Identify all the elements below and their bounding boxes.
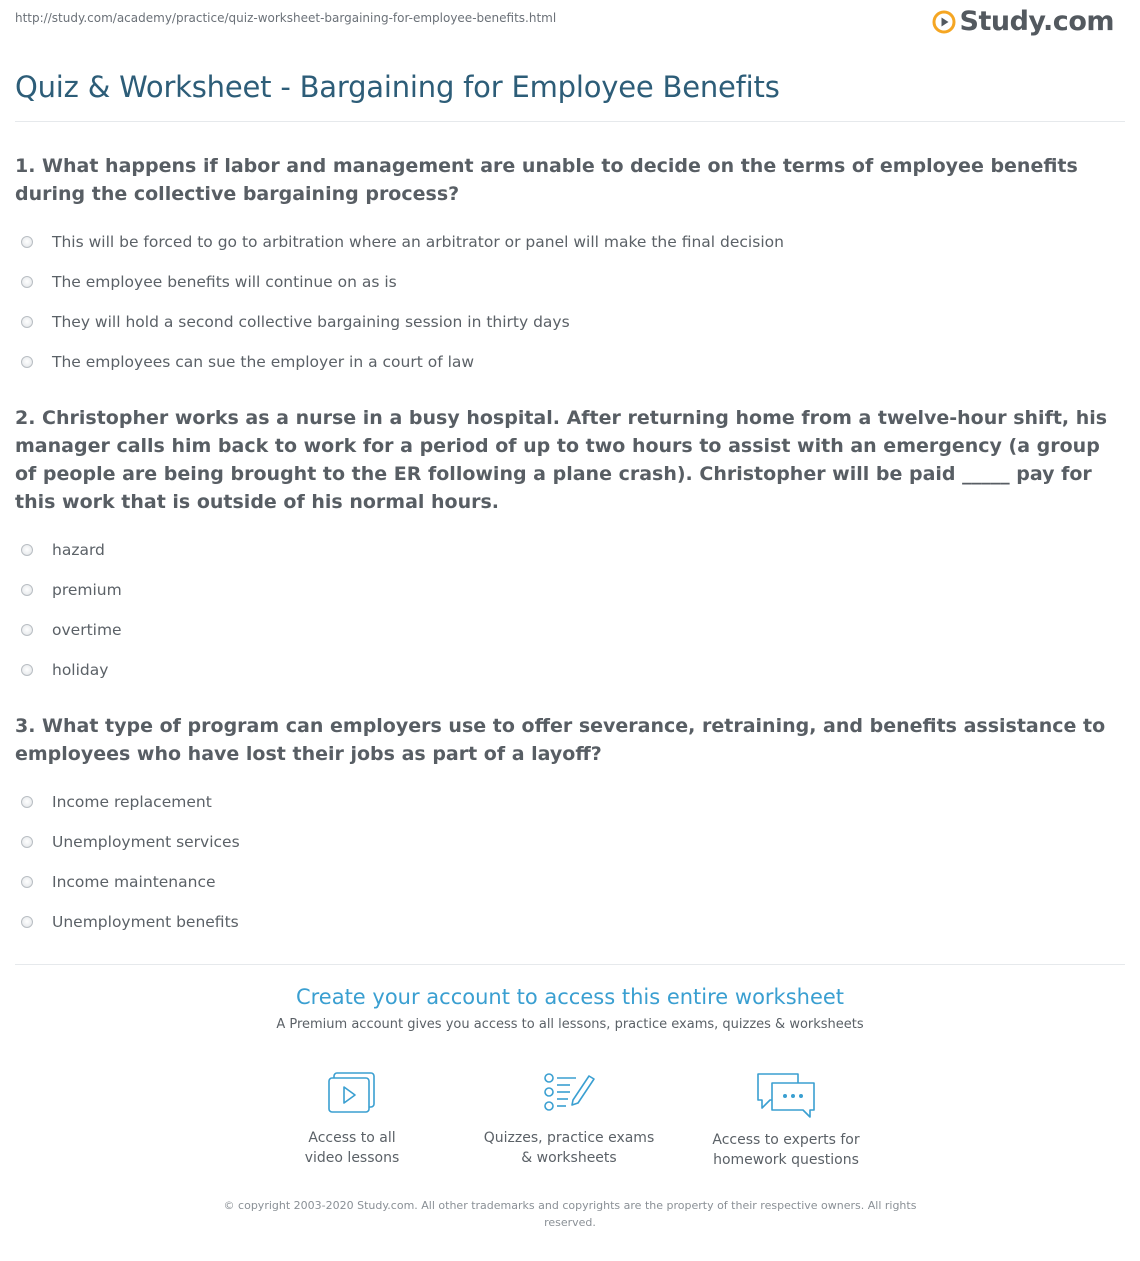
answer-label: premium bbox=[52, 581, 122, 599]
question-2 bbox=[15, 404, 1115, 690]
feature-label: Quizzes, practice exams & worksheets bbox=[483, 1130, 655, 1166]
answer-option[interactable] bbox=[15, 262, 1115, 302]
feature-quizzes bbox=[474, 1070, 664, 1168]
copyright-text: © copyright 2003-2020 Study.com. All other trademarks and copyrights are the property of their respective owners. All rights reserved. bbox=[223, 1199, 917, 1229]
answer-option[interactable] bbox=[15, 610, 1115, 650]
feature-experts bbox=[691, 1070, 881, 1170]
answer-options bbox=[15, 782, 1115, 942]
radio-button[interactable] bbox=[21, 236, 33, 248]
radio-button[interactable] bbox=[21, 624, 33, 636]
feature-label: Access to all video lessons bbox=[304, 1130, 400, 1166]
quiz-checklist-icon bbox=[540, 1070, 598, 1116]
video-lesson-icon bbox=[325, 1070, 379, 1116]
feature-label: Access to experts for homework questions bbox=[712, 1132, 860, 1168]
answer-label: The employees can sue the employer in a court of law bbox=[52, 353, 475, 371]
cta-title-link[interactable]: Create your account to access this entire worksheet bbox=[295, 985, 845, 1009]
answer-label: Unemployment services bbox=[52, 833, 240, 851]
answer-option[interactable] bbox=[15, 302, 1115, 342]
question-text: 3. What type of program can employers use to offer severance, retraining, and benefits assistance to employees who have lost their jobs as part of a layoff? bbox=[15, 715, 1106, 765]
answer-options bbox=[15, 222, 1115, 382]
radio-button[interactable] bbox=[21, 836, 33, 848]
answer-option[interactable] bbox=[15, 902, 1115, 942]
question-1 bbox=[15, 152, 1115, 382]
answer-label: Income maintenance bbox=[52, 873, 216, 891]
study-logo[interactable] bbox=[932, 6, 1114, 37]
answer-label: Unemployment benefits bbox=[52, 913, 239, 931]
radio-button[interactable] bbox=[21, 316, 33, 328]
answer-option[interactable] bbox=[15, 530, 1115, 570]
answer-label: This will be forced to go to arbitration where an arbitrator or panel will make the final decision bbox=[52, 233, 784, 251]
radio-button[interactable] bbox=[21, 544, 33, 556]
logo-text: Study.com bbox=[959, 6, 1114, 37]
answer-option[interactable] bbox=[15, 782, 1115, 822]
answer-option[interactable] bbox=[15, 570, 1115, 610]
radio-button[interactable] bbox=[21, 584, 33, 596]
chat-bubbles-icon bbox=[754, 1070, 818, 1118]
premium-cta bbox=[0, 985, 1140, 1032]
cta-subtitle: A Premium account gives you access to all lessons, practice exams, quizzes & worksheets bbox=[276, 1017, 864, 1032]
answer-options bbox=[15, 530, 1115, 690]
radio-button[interactable] bbox=[21, 796, 33, 808]
page-url: http://study.com/academy/practice/quiz-worksheet-bargaining-for-employee-benefits.html bbox=[15, 11, 557, 25]
answer-label: holiday bbox=[52, 661, 109, 679]
answer-label: overtime bbox=[52, 621, 122, 639]
page-title: Quiz & Worksheet - Bargaining for Employee Benefits bbox=[15, 70, 780, 104]
answer-option[interactable] bbox=[15, 650, 1115, 690]
radio-button[interactable] bbox=[21, 664, 33, 676]
radio-button[interactable] bbox=[21, 916, 33, 928]
feature-video-lessons bbox=[257, 1070, 447, 1168]
play-circle-icon bbox=[932, 10, 956, 34]
radio-button[interactable] bbox=[21, 876, 33, 888]
radio-button[interactable] bbox=[21, 276, 33, 288]
radio-button[interactable] bbox=[21, 356, 33, 368]
cta-divider bbox=[15, 964, 1125, 965]
answer-option[interactable] bbox=[15, 862, 1115, 902]
answer-label: They will hold a second collective bargaining session in thirty days bbox=[52, 313, 570, 331]
title-divider bbox=[15, 121, 1125, 122]
answer-label: The employee benefits will continue on as is bbox=[52, 273, 397, 291]
answer-label: hazard bbox=[52, 541, 105, 559]
answer-option[interactable] bbox=[15, 822, 1115, 862]
answer-label: Income replacement bbox=[52, 793, 212, 811]
question-3 bbox=[15, 712, 1115, 942]
question-text: 2. Christopher works as a nurse in a busy hospital. After returning home from a twelve-hour shift, his manager calls him back to work for a period of up to two hours to assist with an emergency (a group of people are being brought to the ER following a plane crash). Christopher will be paid _____ pay for this work that is outside of his normal hours. bbox=[15, 407, 1108, 513]
answer-option[interactable] bbox=[15, 342, 1115, 382]
answer-option[interactable] bbox=[15, 222, 1115, 262]
question-text: 1. What happens if labor and management are unable to decide on the terms of employee benefits during the collective bargaining process? bbox=[15, 155, 1078, 205]
